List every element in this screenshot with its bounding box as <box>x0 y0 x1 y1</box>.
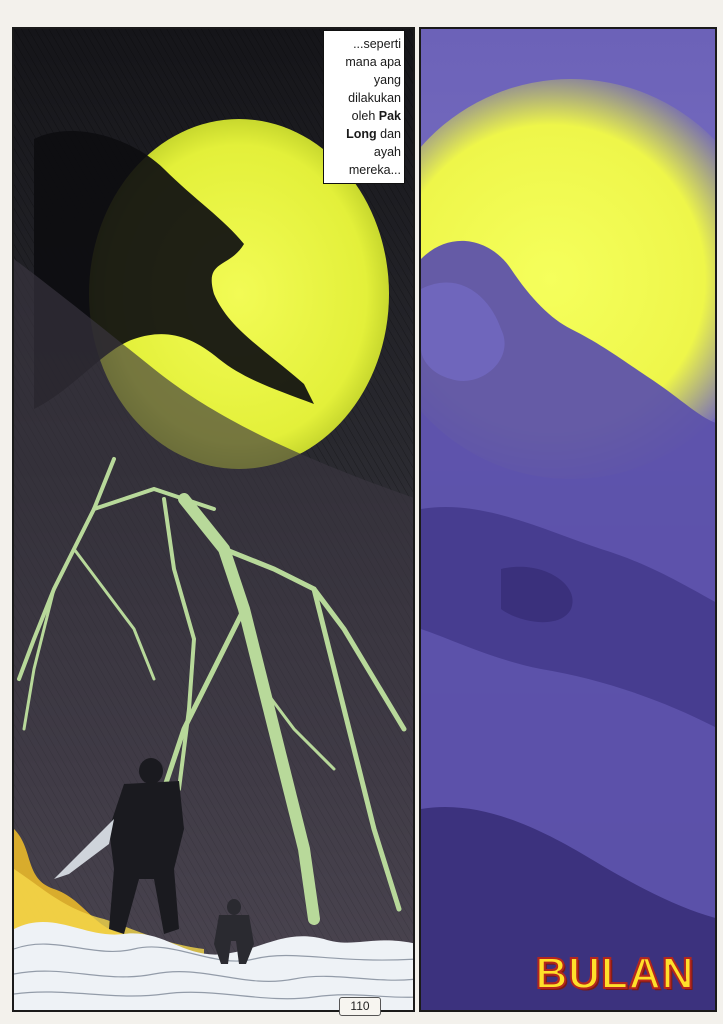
caption-line: mereka... <box>348 163 401 177</box>
caption-line: mana apa <box>345 55 401 69</box>
page-number: 110 <box>339 997 381 1016</box>
caption-bold-text: Long <box>346 127 377 141</box>
caption-line <box>327 107 401 125</box>
caption-line: ...seperti <box>353 37 401 51</box>
caption-text: dan <box>376 127 401 141</box>
narration-caption-box <box>323 30 405 184</box>
chapter-title: BULAN <box>535 949 695 998</box>
caption-line: dilakukan <box>348 91 401 105</box>
caption-text: oleh <box>351 109 379 123</box>
caption-line: yang <box>373 73 401 87</box>
right-panel-moon-sky <box>419 27 717 1012</box>
moon-sky-illustration <box>421 29 717 1012</box>
caption-line <box>327 125 401 143</box>
caption-bold-text: Pak <box>378 109 401 123</box>
caption-line: ayah <box>373 145 401 159</box>
